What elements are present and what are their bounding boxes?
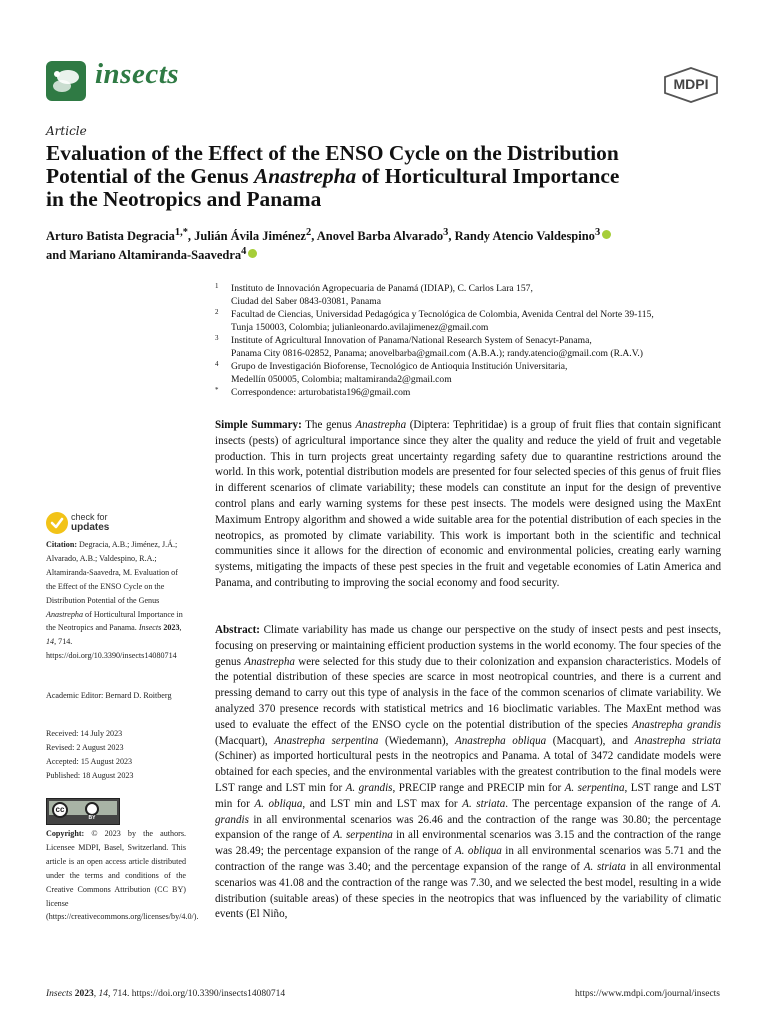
- publication-dates: [46, 727, 186, 783]
- author-list: Arturo Batista Degracia$^{1,*}$, Julián Ávila Jiménez$^2$, Anovel Barba Alvarado$^3$, Randy Atencio Valdespino$^3$ and Mariano Altamiranda-Saavedra$^4$: [46, 225, 736, 263]
- publisher-logo: [663, 67, 719, 103]
- citation-doi-link[interactable]: , 714. https://doi.org/10.3390/insects14080714: [46, 637, 177, 661]
- correspondence: * Correspondence: arturobatista196@gmail.com: [215, 386, 411, 398]
- journal-logo-icon: [46, 61, 86, 101]
- affiliation-item: 1 Instituto de Innovación Agropecuaria de Panamá (IDIAP), C. Carlos Lara 157, Ciudad del Saber 0843-03081, Panama: [215, 282, 533, 307]
- title-line: in the Neotropics and Panama: [46, 187, 322, 211]
- abstract: Abstract: Climate variability has made us change our perspective on the study of insect pests and pest insects, focusing on preserving or maintaining efficient production systems in the world economy. The four species of the genus Anastrepha were selected for this study due to their colonization and expansion characteristics. Models of the potential distribution of these species are scarce in most neotropical countries, and there is a current and pressing demand to carry out this type of analysis in the face of the common scenarios of climate variability. We analyzed 370 presence records with statistical metrics and 16 bioclimatic variables. The MaxEnt method was used to evaluate the effect of the ENSO cycle on the potential distribution of the species Anastrepha grandis (Macquart), Anastrepha serpentina (Wiedemann), Anastrepha obliqua (Macquart), and Anastrepha striata (Schiner) as imported horticultural pests in the neotropics and Panama. A total of 3472 candidate models were obtained for each species, and the environmental variables with the greatest contribution to the final models were LST range and LST min for A. grandis, PRECIP range and PRECIP min for A. serpentina, LST range and LST min for A. obliqua, and LST min and LST max for A. striata. The percentage expansion of the range of A. grandis in all environmental scenarios was 26.46 and the contraction of the range was 30.80; the percentage expansion of the range of A. serpentina in all environmental scenarios was 3.15 and the contraction of the range was 28.49; the percentage expansion of the range of A. obliqua in all environmental scenarios was 5.71 and the contraction of the range was 3.40; and the percentage expansion of the range of A. striata in all environmental scenarios was 41.08 and the contraction of the range was 7.30, and we selected the best model, resulting in a wide distribution (suitable areas) of these species in the neotropics that was influenced by the variability of climatic events (El Niño,: [215, 624, 721, 921]
- article-title: [46, 142, 736, 211]
- footer-journal-url[interactable]: https://www.mdpi.com/journal/insects: [574, 989, 720, 999]
- author-affiliation: 1,*: [174, 227, 188, 238]
- author-affiliation: 2: [305, 227, 312, 238]
- author-affiliation: 3: [594, 227, 601, 238]
- publisher-name: MDPI: [673, 76, 709, 92]
- cc-icon: cc: [52, 802, 68, 818]
- simple-summary: Simple Summary: The genus Anastrepha (Diptera: Tephritidae) is a group of fruit flies that contain significant insects (pests) of agricultural importance since they alter the quality and reduce the yield of fruit and vegetable production. This in turn projects great uncertainty regarding safety due to quarantine restrictions around the world. In this work, potential distribution models are presented for four selected species of this genus of fruit flies in different scenarios of climate variability; these models can constitute an input for the design of preventive control plans and early warning systems for these pest insects. The models were designed using the MaxEnt Maximum Entropy algorithm and showed a wide suitable area for the potential distribution of each species in the neotropics, as promoted by climate variability. This work is important both in the scientific and technical communities since it allows for the direction of economic and environmental policies, creating early warning systems, mitigating the impacts of these pest species in the fruit and vegetable economies of Latin America and Panama, and contributing to improving the social economy and food security.: [215, 419, 722, 589]
- author-name[interactable]: Julián Ávila Jiménez: [194, 229, 306, 244]
- orcid-icon[interactable]: [248, 249, 257, 258]
- title-line: Potential of the Genus Anastrepha of Horticultural Importance: [46, 164, 620, 188]
- date-revised: Revised: 2 August 2023: [46, 742, 124, 752]
- journal-name: insects: [95, 58, 180, 90]
- by-label: BY: [88, 815, 96, 821]
- footer-citation: Insects 2023, 14, 714. https://doi.org/10.3390/insects14080714: [46, 989, 286, 999]
- orcid-icon[interactable]: [602, 230, 611, 239]
- article-type: Article: [46, 124, 87, 138]
- affiliation-item: 4 Grupo de Investigación Bioforense, Tecnológico de Antioquia Institución Universitaria, Medellín 050005, Colombia; maltamiranda2@gmail.com: [215, 360, 568, 385]
- affiliation-item: 3 Institute of Agricultural Innovation of Panama/National Research System of Senacyt-Panama, Panama City 0816-02852, Panama; anovelbarba@gmail.com (A.B.A.); randy.atencio@gmail.com (R.A.V.): [215, 334, 643, 359]
- footer-doi-link[interactable]: , 714. https://doi.org/10.3390/insects14080714: [108, 989, 286, 999]
- date-received: Received: 14 July 2023: [46, 729, 123, 738]
- affiliation-item: 2 Facultad de Ciencias, Universidad Pedagógica y Tecnológica de Colombia, Avenida Central del Norte 39-115, Tunja 150003, Colombia; julianleonardo.avilajimenez@gmail.com: [215, 308, 654, 333]
- author-name[interactable]: Anovel Barba Alvarado: [316, 229, 444, 244]
- cc-license-badge[interactable]: [46, 798, 120, 825]
- author-affiliation: 3: [443, 227, 449, 238]
- author-name[interactable]: Mariano Altamiranda-Saavedra: [69, 248, 242, 263]
- academic-editor: Academic Editor: Bernard D. Roitberg: [46, 691, 172, 700]
- author-name[interactable]: Randy Atencio Valdespino: [454, 229, 595, 244]
- date-accepted: Accepted: 15 August 2023: [46, 756, 133, 766]
- title-line: Evaluation of the Effect of the ENSO Cycle on the Distribution: [46, 141, 619, 165]
- check-for-updates-button[interactable]: check for updates: [71, 512, 110, 533]
- title-genus: Anastrepha: [253, 164, 357, 188]
- affiliation-list: [215, 282, 725, 399]
- author-affiliation: 4: [241, 246, 247, 258]
- attribution-icon: [85, 802, 99, 816]
- author-name[interactable]: Arturo Batista Degracia: [46, 229, 175, 244]
- date-published: Published: 18 August 2023: [46, 770, 134, 780]
- copyright-notice: Copyright: © 2023 by the authors. Licensee MDPI, Basel, Switzerland. This article is an open access article distributed under the terms and conditions of the Creative Commons Attribution (CC BY) license (https://creativecommons.org/licenses/by/4.0/).: [46, 829, 199, 922]
- check-for-updates-icon[interactable]: [46, 512, 68, 534]
- citation-block: Citation: Degracia, A.B.; Jiménez, J.Á.; Alvarado, A.B.; Valdespino, R.A.; Altamiranda-Saavedra, M. Evaluation of the Effect of the ENSO Cycle on the Distribution Potential of the Genus Anastrepha of Horticultural Importance in the Neotropics and Panama. Insects 2023, 14, 714. https://doi.org/10.3390/insects14080714: [46, 540, 183, 661]
